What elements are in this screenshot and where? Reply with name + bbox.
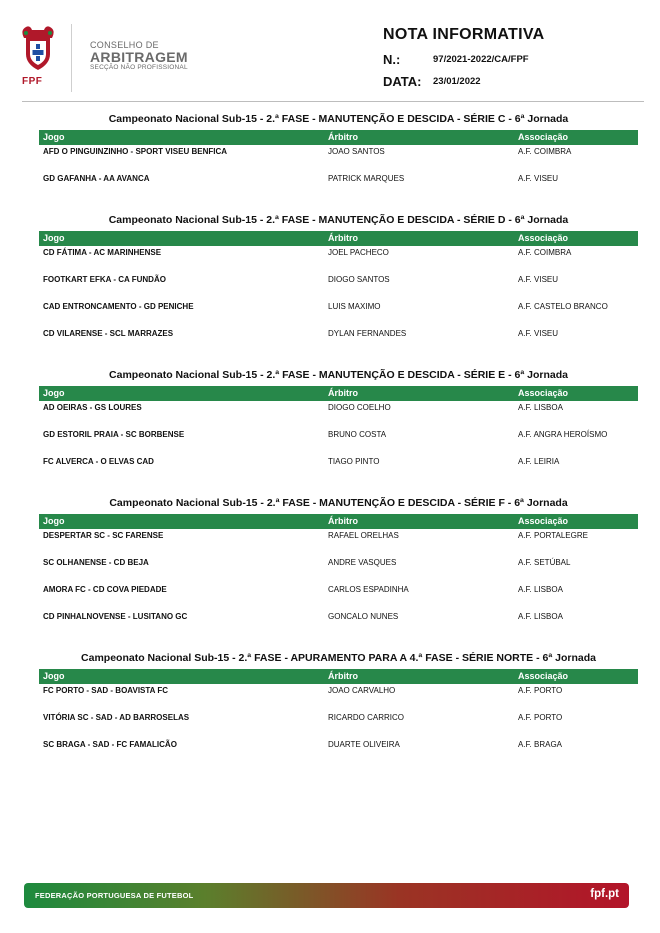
game-cell: FOOTKART EFKA - CA FUNDÃO <box>43 275 166 284</box>
number-value: 97/2021-2022/CA/FPF <box>433 54 529 65</box>
table-row <box>39 455 638 482</box>
referee-cell: JOEL PACHECO <box>328 248 389 257</box>
table-header <box>39 231 638 246</box>
table-row <box>39 172 638 199</box>
column-header-referee: Árbitro <box>328 388 358 398</box>
referee-cell: RAFAEL ORELHAS <box>328 531 399 540</box>
association-cell: A.F. LEIRIA <box>518 457 560 466</box>
referee-cell: PATRICK MARQUES <box>328 174 405 183</box>
association-cell: A.F. SETÚBAL <box>518 558 571 567</box>
number-label: N.: <box>383 52 401 67</box>
table-row <box>39 327 638 354</box>
table-row <box>39 684 638 711</box>
footer-federation: FEDERAÇÃO PORTUGUESA DE FUTEBOL <box>35 891 194 900</box>
association-cell: A.F. VISEU <box>518 174 559 183</box>
referee-cell: TIAGO PINTO <box>328 457 380 466</box>
section-title: Campeonato Nacional Sub-15 - 2.ª FASE - MANUTENÇÃO E DESCIDA - SÉRIE F - 6ª Jornada <box>109 497 568 509</box>
association-cell: A.F. BRAGA <box>518 740 563 749</box>
column-header-association: Associação <box>518 132 569 142</box>
footer-website-link[interactable]: fpf.pt <box>590 888 619 900</box>
referee-cell: GONCALO NUNES <box>328 612 399 621</box>
game-cell: AD OEIRAS - GS LOURES <box>43 403 142 412</box>
referee-cell: DIOGO COELHO <box>328 403 391 412</box>
table-row <box>39 583 638 610</box>
section-title: Campeonato Nacional Sub-15 - 2.ª FASE - APURAMENTO PARA A 4.ª FASE - SÉRIE NORTE - 6ª Jornada <box>81 652 596 664</box>
game-cell: FC PORTO - SAD - BOAVISTA FC <box>43 686 169 695</box>
column-header-referee: Árbitro <box>328 516 358 526</box>
association-cell: A.F. CASTELO BRANCO <box>518 302 608 311</box>
header-divider <box>71 24 72 92</box>
table-row <box>39 610 638 637</box>
table-header <box>39 669 638 684</box>
association-cell: A.F. PORTALEGRE <box>518 531 588 540</box>
table-row <box>39 428 638 455</box>
referee-cell: CARLOS ESPADINHA <box>328 585 409 594</box>
game-cell: SC BRAGA - SAD - FC FAMALICÃO <box>43 740 177 749</box>
association-cell: A.F. VISEU <box>518 329 559 338</box>
section-title: Campeonato Nacional Sub-15 - 2.ª FASE - MANUTENÇÃO E DESCIDA - SÉRIE D - 6ª Jornada <box>108 214 569 226</box>
association-cell: A.F. LISBOA <box>518 403 563 412</box>
column-header-referee: Árbitro <box>328 233 358 243</box>
column-header-game: Jogo <box>43 233 65 243</box>
association-cell: A.F. COIMBRA <box>518 147 572 156</box>
column-header-association: Associação <box>518 388 569 398</box>
table-header <box>39 130 638 145</box>
referee-cell: BRUNO COSTA <box>328 430 387 439</box>
competition-section <box>39 213 638 354</box>
competition-section <box>39 496 638 637</box>
table-row <box>39 556 638 583</box>
column-header-referee: Árbitro <box>328 132 358 142</box>
referee-cell: DIOGO SANTOS <box>328 275 390 284</box>
organization-name <box>90 40 188 71</box>
column-header-referee: Árbitro <box>328 671 358 681</box>
table-row <box>39 145 638 172</box>
game-cell: CD FÁTIMA - AC MARINHENSE <box>43 248 162 257</box>
column-header-game: Jogo <box>43 388 65 398</box>
document-title: NOTA INFORMATIVA <box>383 26 545 43</box>
column-header-game: Jogo <box>43 516 65 526</box>
table-header <box>39 514 638 529</box>
referee-cell: ANDRE VASQUES <box>328 558 397 567</box>
org-line-3: SECÇÃO NÃO PROFISSIONAL <box>90 64 188 71</box>
column-header-game: Jogo <box>43 671 65 681</box>
referee-cell: LUIS MAXIMO <box>328 302 381 311</box>
table-header <box>39 386 638 401</box>
column-header-association: Associação <box>518 671 569 681</box>
game-cell: FC ALVERCA - O ELVAS CAD <box>43 457 154 466</box>
section-title: Campeonato Nacional Sub-15 - 2.ª FASE - MANUTENÇÃO E DESCIDA - SÉRIE C - 6ª Jornada <box>108 113 569 125</box>
referee-cell: DYLAN FERNANDES <box>328 329 407 338</box>
table-row <box>39 300 638 327</box>
date-label: DATA: <box>383 74 422 89</box>
table-row <box>39 529 638 556</box>
game-cell: DESPERTAR SC - SC FARENSE <box>43 531 164 540</box>
column-header-association: Associação <box>518 233 569 243</box>
game-cell: SC OLHANENSE - CD BEJA <box>43 558 149 567</box>
association-cell: A.F. PORTO <box>518 686 563 695</box>
game-cell: CD VILARENSE - SCL MARRAZES <box>43 329 174 338</box>
referee-cell: JOAO CARVALHO <box>328 686 396 695</box>
association-cell: A.F. LISBOA <box>518 612 563 621</box>
table-row <box>39 273 638 300</box>
association-cell: A.F. LISBOA <box>518 585 563 594</box>
game-cell: AMORA FC - CD COVA PIEDADE <box>43 585 167 594</box>
game-cell: AFD O PINGUINZINHO - SPORT VISEU BENFICA <box>43 147 228 156</box>
referee-cell: RICARDO CARRICO <box>328 713 405 722</box>
org-line-1: CONSELHO DE <box>90 40 159 50</box>
referee-cell: DUARTE OLIVEIRA <box>328 740 400 749</box>
game-cell: GD ESTORIL PRAIA - SC BORBENSE <box>43 430 185 439</box>
document-header <box>0 0 660 100</box>
org-line-2: ARBITRAGEM <box>90 49 188 65</box>
game-cell: CAD ENTRONCAMENTO - GD PENICHE <box>43 302 194 311</box>
association-cell: A.F. COIMBRA <box>518 248 572 257</box>
competition-section <box>39 651 638 765</box>
competition-section <box>39 368 638 482</box>
column-header-game: Jogo <box>43 132 65 142</box>
competition-section <box>39 112 638 199</box>
association-cell: A.F. ANGRA HEROÍSMO <box>518 430 608 439</box>
table-row <box>39 246 638 273</box>
date-value: 23/01/2022 <box>433 76 481 87</box>
table-row <box>39 738 638 765</box>
game-cell: VITÓRIA SC - SAD - AD BARROSELAS <box>43 713 190 722</box>
table-row <box>39 401 638 428</box>
fpf-initials: FPF <box>22 76 43 87</box>
game-cell: GD GAFANHA - AA AVANCA <box>43 174 150 183</box>
header-rule <box>22 101 644 102</box>
table-row <box>39 711 638 738</box>
association-cell: A.F. PORTO <box>518 713 563 722</box>
game-cell: CD PINHALNOVENSE - LUSITANO GC <box>43 612 188 621</box>
footer-bar <box>24 883 629 908</box>
section-title: Campeonato Nacional Sub-15 - 2.ª FASE - MANUTENÇÃO E DESCIDA - SÉRIE E - 6ª Jornada <box>109 369 568 381</box>
referee-cell: JOAO SANTOS <box>328 147 385 156</box>
column-header-association: Associação <box>518 516 569 526</box>
association-cell: A.F. VISEU <box>518 275 559 284</box>
